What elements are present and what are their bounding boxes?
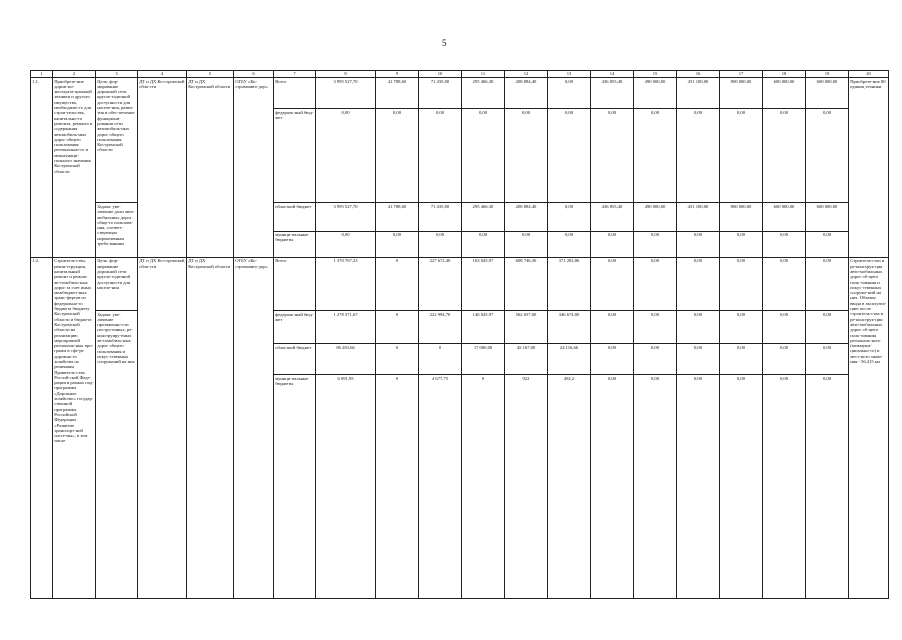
amount-cell: 295 466,30 — [462, 203, 505, 231]
page-number: 5 — [442, 38, 447, 48]
amount-cell: 0,00 — [677, 231, 720, 257]
amount-cell: 71 435,00 — [419, 203, 462, 231]
amount-cell: 0,00 — [720, 375, 763, 598]
funding-source: федераль-ный бюд-жет — [274, 109, 316, 203]
amount-cell: 0,00 — [806, 344, 849, 375]
col-number: 5 — [187, 71, 234, 78]
amount-cell: 922 — [505, 375, 548, 598]
amount-cell: 0,00 — [634, 231, 677, 257]
amount-cell: 0,00 — [591, 231, 634, 257]
column-number-row — [31, 71, 889, 78]
amount-cell: 0,00 — [505, 231, 548, 257]
amount-cell: 0,00 — [316, 231, 376, 257]
administrator: ДТ и ДХ Ко-стромской обла-сти — [138, 257, 187, 598]
amount-cell: 0,00 — [806, 375, 849, 598]
executor: ДТ и ДХ Костромской области — [187, 257, 234, 598]
funding-source: федераль-ный бюд-жет — [274, 310, 316, 343]
amount-cell: 0,00 — [806, 231, 849, 257]
amount-cell: 0,00 — [720, 109, 763, 203]
amount-cell: 0,00 — [720, 310, 763, 343]
amount-cell: 0,00 — [634, 310, 677, 343]
amount-cell: 0,00 — [316, 109, 376, 203]
funding-table — [30, 70, 889, 599]
amount-cell: 0,00 — [591, 257, 634, 310]
task-text: Задача: уве-личение доли авто-мобильных дорог обще-го пользова-ния, соответ-ствующих нормативным требо-ваниям — [96, 203, 138, 257]
amount-cell: 0,00 — [720, 257, 763, 310]
col-number: 19 — [806, 71, 849, 78]
funding-source: Всего — [274, 257, 316, 310]
col-number: 8 — [316, 71, 376, 78]
amount-cell: 227 672,40 — [419, 257, 462, 310]
col-number: 20 — [849, 71, 889, 78]
amount-cell: 0,00 — [634, 344, 677, 375]
amount-cell: 24 116,66 — [548, 344, 591, 375]
funding-source: областной бюджет — [274, 203, 316, 231]
amount-cell: 0,00 — [677, 344, 720, 375]
col-number: 9 — [376, 71, 419, 78]
amount-cell: 0,00 — [677, 257, 720, 310]
amount-cell: 1 370 767,23 — [316, 257, 376, 310]
amount-cell: 600 000,00 — [763, 78, 806, 109]
funding-source: муници-пальные бюджеты — [274, 375, 316, 598]
amount-cell: 608 746,30 — [505, 257, 548, 310]
amount-cell: 0 — [376, 344, 419, 375]
amount-cell: 3 995 527,70 — [316, 78, 376, 109]
amount-cell: 436 853,40 — [591, 203, 634, 231]
amount-cell: 600 000,00 — [806, 78, 849, 109]
amount-cell: 562 657,00 — [505, 310, 548, 343]
funding-source: Всего — [274, 78, 316, 109]
amount-cell: 0,00 — [591, 109, 634, 203]
amount-cell: 0 — [462, 375, 505, 598]
amount-cell: 3 995 527,70 — [316, 203, 376, 231]
amount-cell: 0,00 — [806, 257, 849, 310]
amount-cell: 0,00 — [591, 375, 634, 598]
amount-cell: 0,00 — [462, 231, 505, 257]
amount-cell: 41 788,60 — [376, 78, 419, 109]
amount-cell: 0,00 — [548, 109, 591, 203]
amount-cell: 492,2 — [548, 375, 591, 598]
col-number: 1 — [31, 71, 53, 78]
amount-cell: 0,00 — [763, 109, 806, 203]
amount-cell: 346 674,00 — [548, 310, 591, 343]
amount-cell: 163 045,97 — [462, 257, 505, 310]
col-number: 18 — [763, 71, 806, 78]
col-number: 17 — [720, 71, 763, 78]
amount-cell: 451 100,00 — [677, 78, 720, 109]
amount-cell: 436 853,40 — [591, 78, 634, 109]
col-number: 10 — [419, 71, 462, 78]
amount-cell: 0,00 — [720, 231, 763, 257]
amount-cell: 0,00 — [763, 257, 806, 310]
col-number: 11 — [462, 71, 505, 78]
amount-cell: 295 466,30 — [462, 78, 505, 109]
amount-cell: 0 — [376, 310, 419, 343]
amount-cell: 0,00 — [548, 231, 591, 257]
amount-cell: 0,00 — [591, 310, 634, 343]
col-number: 14 — [591, 71, 634, 78]
table-row — [31, 78, 889, 109]
amount-cell: 0,00 — [634, 375, 677, 598]
amount-cell: 0,00 — [505, 109, 548, 203]
amount-cell: 4 677,75 — [419, 375, 462, 598]
col-number: 15 — [634, 71, 677, 78]
amount-cell: 0,00 — [634, 109, 677, 203]
amount-cell: 0,00 — [677, 310, 720, 343]
item-number: 1.2. — [31, 257, 53, 598]
amount-cell: 208 884,40 — [505, 78, 548, 109]
amount-cell: 0,00 — [677, 109, 720, 203]
amount-cell: 41 788,60 — [376, 203, 419, 231]
amount-cell: 1 278 371,67 — [316, 310, 376, 343]
col-number: 3 — [96, 71, 138, 78]
goal-text: Цель: фор-мирование дорожной сети кругло-годичной доступности для населе-ния, разви-тия и обес-печение функциони-рования сети автомобиль-ных дорог общего пользования Костромской области — [96, 78, 138, 203]
amount-cell: 0,00 — [591, 344, 634, 375]
amount-cell: 600 000,00 — [806, 203, 849, 231]
amount-cell: 86 283,66 — [316, 344, 376, 375]
administrator: ДТ и ДХ Ко-стромской обла-сти — [138, 78, 187, 258]
amount-cell: 208 884,40 — [505, 203, 548, 231]
amount-cell: 0,00 — [763, 231, 806, 257]
amount-cell: 71 435,00 — [419, 78, 462, 109]
executor: ДТ и ДХ Костромской области — [187, 78, 234, 258]
goal-text: Цель: фор-мирование дорожной сети кругло-годичной доступности для населе-ния — [96, 257, 138, 310]
amount-cell: 45 167,00 — [505, 344, 548, 375]
table-row — [31, 257, 889, 310]
funding-source: областной бюджет — [274, 344, 316, 375]
expected-result: Строитель-ство и ре-конструк-ция авто-мобильных дорог об-щего поль-зования и искус-ственных сооруже-ний на них. Объемы ввода в эксплуата-цию после строитель-ства и ре-конструк-ции авто-мобильных дорог об-щего поль-зования региональ-ного (межмуни-ципально-го) и мест-ного значе-ния - 56,415 км — [849, 257, 889, 598]
amount-cell: 800 000,00 — [720, 78, 763, 109]
col-number: 7 — [274, 71, 316, 78]
amount-cell: 0,00 — [763, 344, 806, 375]
col-number: 4 — [138, 71, 187, 78]
amount-cell: 17 000,00 — [462, 344, 505, 375]
event-name: Строитель-ство, рекон-струкция, капитальный ремонт и ремонт ав-томобиль-ных дорог за счет иных межбюджет-ных транс-фертов из федерально-го бюджета бюджету Костромской области и бюджета Костромской области на реализацию мероприятий региональ-ных про-грамм в сфе-ре дорожно-го хозяйства по решениям Правитель-ства Россий-ской Феде-рации в рамках под-программы «Дорожное хозяйство» государ-ственной программы Российской Федерации «Развитие транспорт-ной систе-мы», в том числе — [53, 257, 96, 598]
amount-cell: 0,00 — [720, 344, 763, 375]
amount-cell: 0,00 — [419, 109, 462, 203]
amount-cell: 451 100,00 — [677, 203, 720, 231]
expected-result: Приобрете-ние 80 единиц техники — [849, 78, 889, 258]
amount-cell: 0,00 — [548, 78, 591, 109]
event-name: Приобрете-ние дорож-но-эксплуата-ционной техники и другого имущества, необходимо-го для строи-тельства, капитально-го ремонта, ремонта и содержания автомобиль-ных дорог общего пользования регионально-го и межмуници-пального значения Костромской области — [53, 78, 96, 258]
amount-cell: 0 — [376, 257, 419, 310]
amount-cell: 146 045,97 — [462, 310, 505, 343]
amount-cell: 0,00 — [376, 109, 419, 203]
col-number: 2 — [53, 71, 96, 78]
participant: ОГБУ «Ко-стромаавто-дор» — [234, 257, 274, 598]
funding-source: муници-пальные бюджеты — [274, 231, 316, 257]
amount-cell: 0,00 — [677, 375, 720, 598]
amount-cell: 0,00 — [763, 310, 806, 343]
amount-cell: 6 091,95 — [316, 375, 376, 598]
amount-cell: 0 — [419, 344, 462, 375]
amount-cell: 0 — [376, 375, 419, 598]
col-number: 6 — [234, 71, 274, 78]
task-text: Задача: уве-личение протяженно-сти постро-енных, ре-конструиру-емых ав-томобиль-ных дорог общего пользования и искус-ственных сооружений на них — [96, 310, 138, 598]
amount-cell: 222 994,70 — [419, 310, 462, 343]
amount-cell: 490 000,00 — [634, 203, 677, 231]
amount-cell: 600 000,00 — [763, 203, 806, 231]
amount-cell: 0,00 — [806, 109, 849, 203]
amount-cell: 0,00 — [376, 231, 419, 257]
item-number: 1.1. — [31, 78, 53, 258]
amount-cell: 0,00 — [763, 375, 806, 598]
amount-cell: 0,00 — [462, 109, 505, 203]
col-number: 13 — [548, 71, 591, 78]
col-number: 12 — [505, 71, 548, 78]
col-number: 16 — [677, 71, 720, 78]
amount-cell: 490 000,00 — [634, 78, 677, 109]
participant: ОГБУ «Ко-стромаавто-дор» — [234, 78, 274, 258]
amount-cell: 0,00 — [806, 310, 849, 343]
amount-cell: 0,00 — [634, 257, 677, 310]
amount-cell: 0,00 — [548, 203, 591, 231]
amount-cell: 800 000,00 — [720, 203, 763, 231]
amount-cell: 0,00 — [419, 231, 462, 257]
amount-cell: 371 282,86 — [548, 257, 591, 310]
